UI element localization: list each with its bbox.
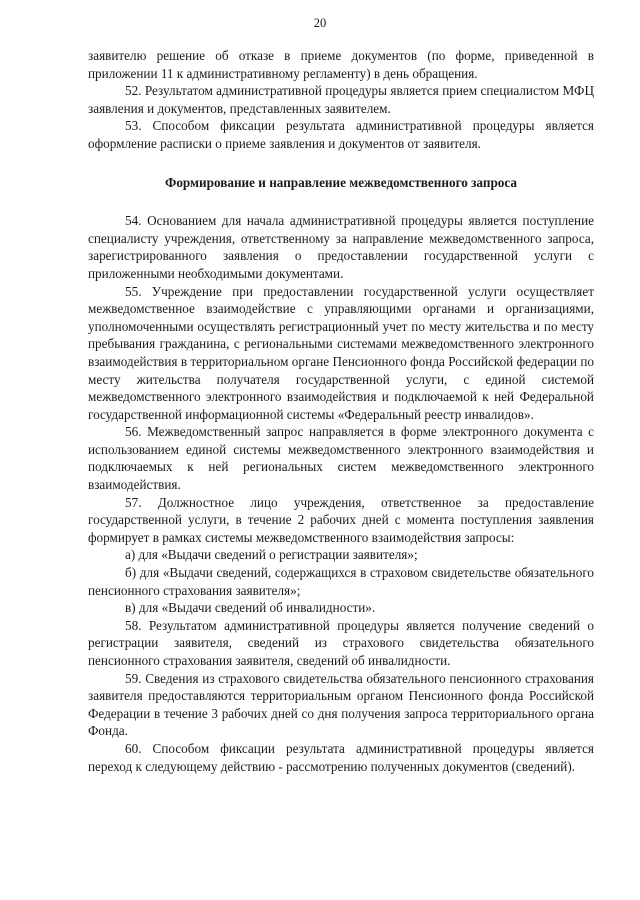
paragraph: 56. Межведомственный запрос направляется в форме электронного документа с использованием единой системы межведомственного электронного взаимодействия и подключаемых к ней региональных систем межведомственного электронного взаимодействия. bbox=[88, 424, 594, 493]
paragraph: 54. Основанием для начала административной процедуры является поступление специалисту учреждения, ответственному за направление межведомственного запроса, зарегистрированного заявления о предоставлении государственной услуги с приложенными необходимыми документами. bbox=[88, 213, 594, 281]
paragraph: 55. Учреждение при предоставлении государственной услуги осуществляет межведомственное взаимодействие с управляющими органами и организациями, уполномоченными осуществлять регистрационный учет по месту жительства и по месту пребывания гражданина, с региональными системами межведомственного электронного взаимодействия в территориальном органе Пенсионного фонда Российской федерации по месту жительства получателя государственной услуги, с единой системой межведомственного электронного взаимодействия и подключаемой к ней Федеральной государственной информационной системы «Федеральный реестр инвалидов». bbox=[88, 283, 594, 422]
section-heading: Формирование и направление межведомственного запроса bbox=[165, 174, 517, 190]
paragraph: 53. Способом фиксации результата административной процедуры является оформление расписки о приеме заявления и документов от заявителя. bbox=[88, 118, 594, 151]
paragraphs-before-heading bbox=[88, 47, 594, 153]
document-body bbox=[88, 47, 594, 775]
list-item: б) для «Выдачи сведений, содержащихся в страховом свидетельстве обязательного пенсионного страхования заявителя»; bbox=[88, 565, 594, 598]
page-number: 20 bbox=[313, 16, 327, 30]
paragraph: 52. Результатом административной процедуры является прием специалистом МФЦ заявления и документов, представленных заявителем. bbox=[88, 83, 594, 116]
paragraph: 59. Сведения из страхового свидетельства обязательного пенсионного страхования заявителя предоставляются территориальным органом Пенсионного фонда Российской Федерации в течение 3 рабочих дней со дня получения запроса территориального органа Фонда. bbox=[88, 670, 594, 739]
list-item: а) для «Выдачи сведений о регистрации заявителя»; bbox=[125, 547, 418, 563]
paragraph: 58. Результатом административной процедуры является получение сведений о регистрации заявителя, сведений из страхового свидетельства обязательного пенсионного страхования заявителя, сведений об инвалидности. bbox=[88, 617, 594, 668]
paragraph: 60. Способом фиксации результата административной процедуры является переход к следующему действию - рассмотрению полученных документов (сведений). bbox=[88, 740, 594, 774]
paragraph: 57. Должностное лицо учреждения, ответственное за предоставление государственной услуги, в течение 2 рабочих дней с момента поступления заявления формирует в рамках системы межведомственного взаимодействия запросы: bbox=[88, 494, 594, 545]
paragraph: заявителю решение об отказе в приеме документов (по форме, приведенной в приложении 11 к административному регламенту) в день обращения. bbox=[88, 48, 594, 81]
paragraphs-after-heading bbox=[88, 212, 594, 775]
list-item: в) для «Выдачи сведений об инвалидности». bbox=[125, 600, 376, 616]
